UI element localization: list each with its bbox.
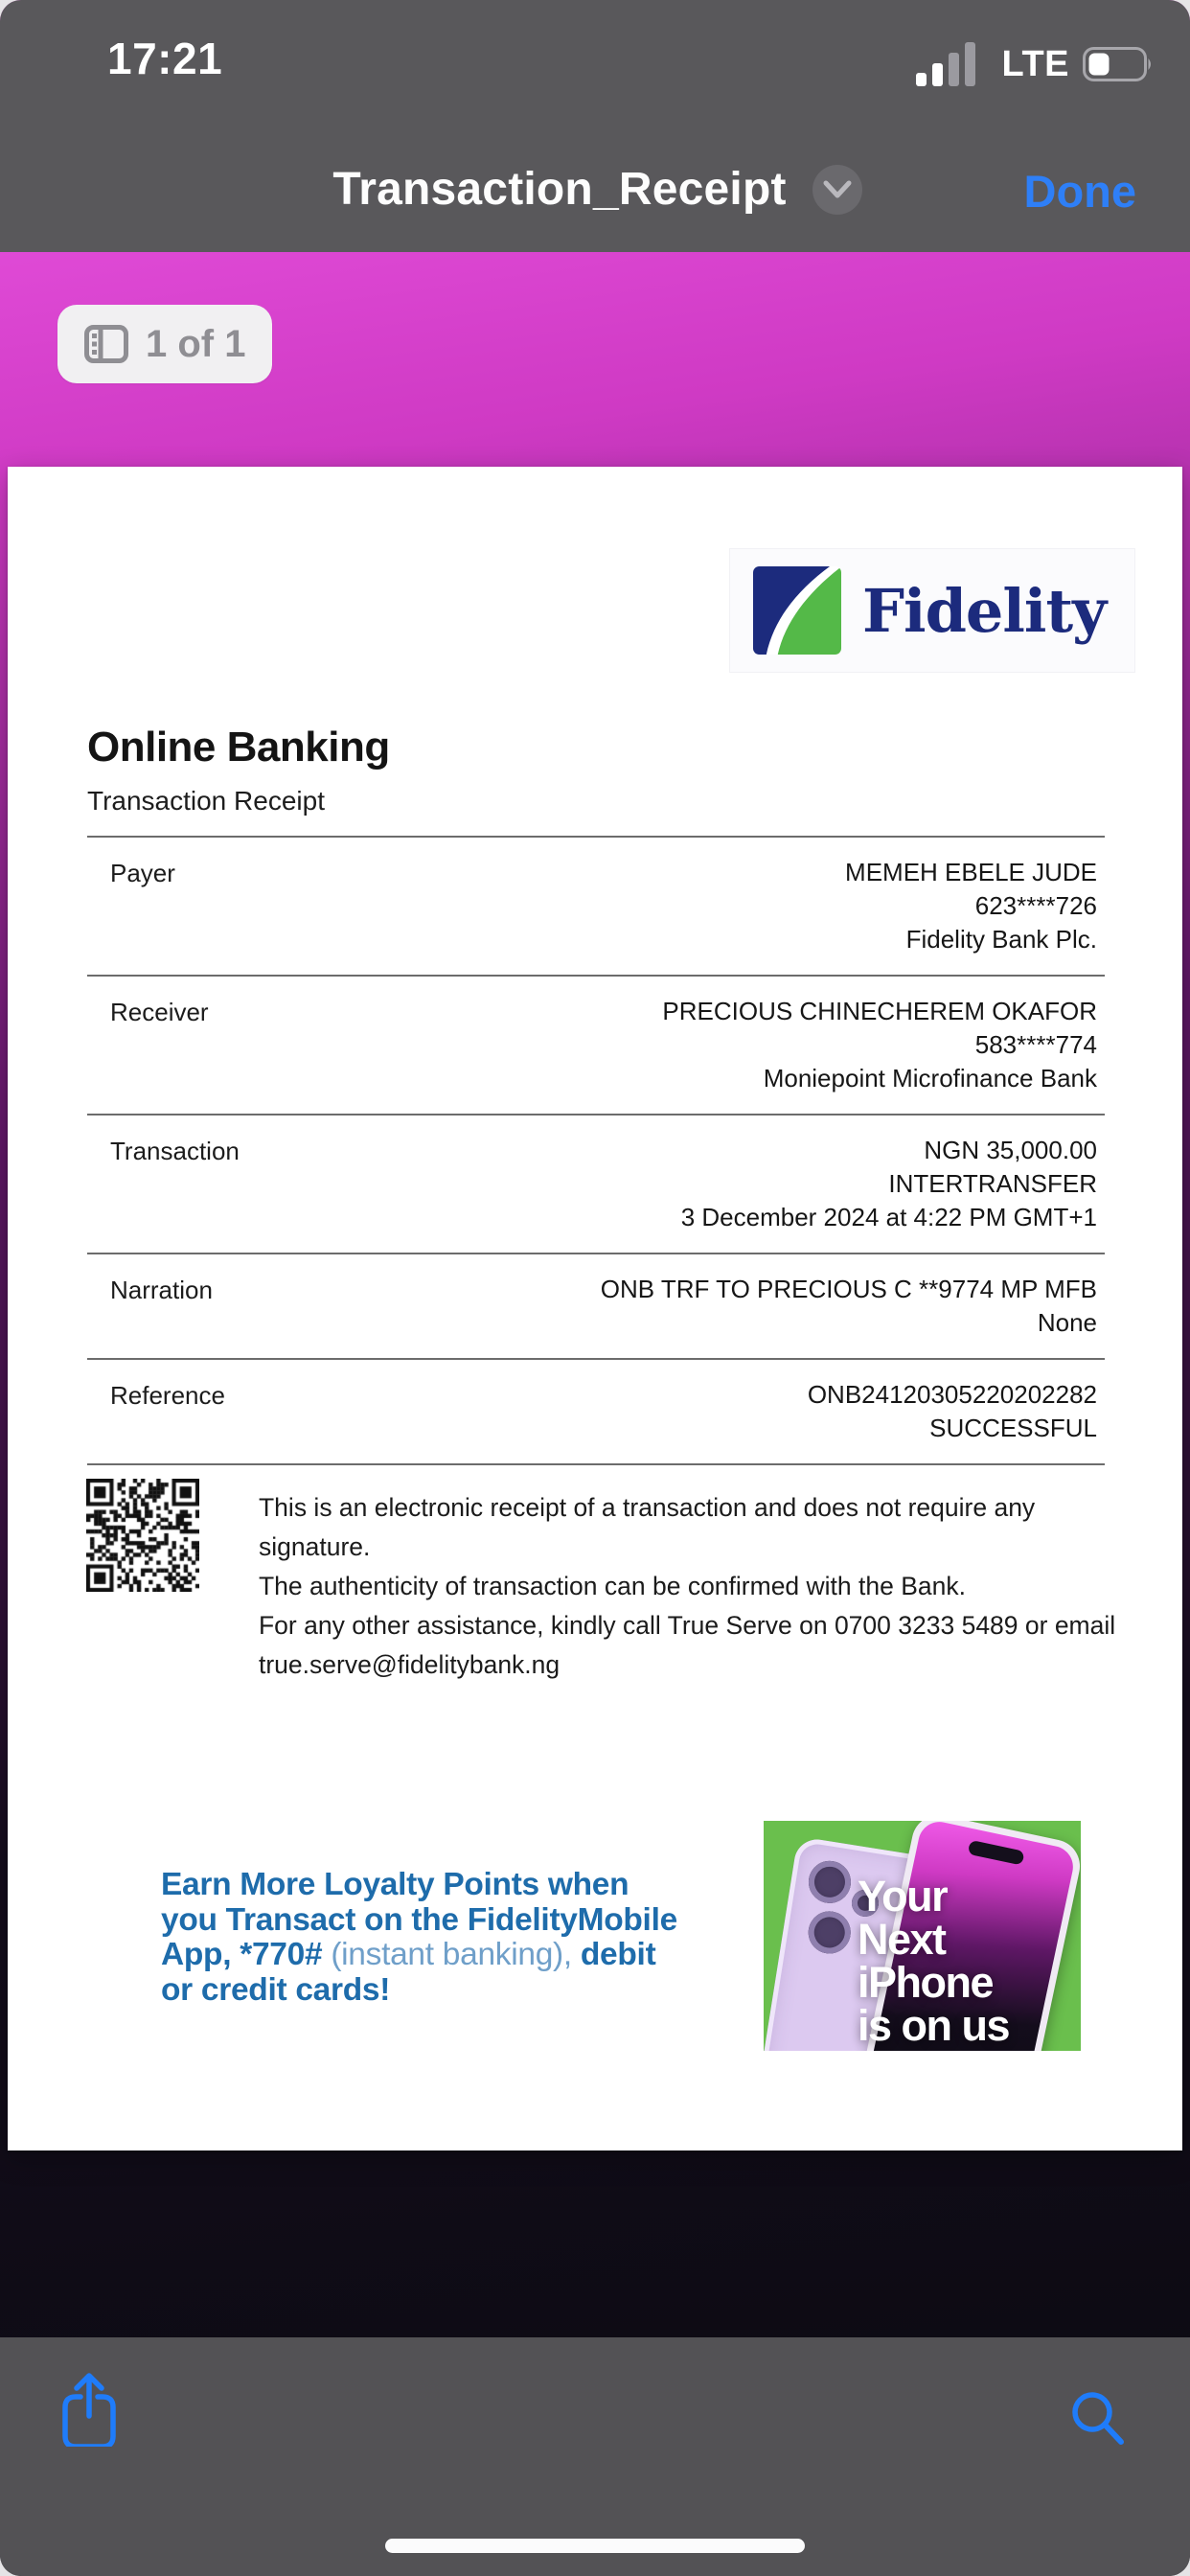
- table-row-narration: [87, 1253, 1105, 1358]
- disclaimer-line: The authenticity of transaction can be confirmed with the Bank.: [259, 1572, 966, 1600]
- row-value: ONB TRF TO PRECIOUS C **9774 MP MFB: [600, 1275, 1097, 1303]
- navigation-bar: [0, 0, 1190, 252]
- row-value: 3 December 2024 at 4:22 PM GMT+1: [680, 1203, 1097, 1231]
- qr-code: [86, 1479, 199, 1592]
- disclaimer-text: [259, 1488, 1121, 1685]
- status-icons: [916, 42, 1154, 86]
- row-value: SUCCESSFUL: [929, 1414, 1097, 1442]
- page-counter-pill[interactable]: [57, 305, 272, 383]
- status-time: 17:21: [107, 34, 223, 83]
- page-title: Online Banking: [87, 724, 390, 770]
- sidebar-pages-icon: [84, 325, 128, 363]
- table-row-transaction: [87, 1114, 1105, 1253]
- disclaimer-line: For any other assistance, kindly call True Serve on 0700 3233 5489 or email: [259, 1611, 1116, 1640]
- receipt-page: [8, 467, 1182, 2150]
- receipt-table: [87, 836, 1105, 1465]
- row-value: None: [1037, 1308, 1097, 1337]
- row-value: 583****774: [974, 1030, 1097, 1059]
- fidelity-wordmark: Fidelity: [862, 575, 1107, 646]
- table-row-reference: [87, 1358, 1105, 1463]
- title-menu-button[interactable]: [812, 165, 862, 215]
- row-label: Receiver: [110, 998, 209, 1026]
- row-value: 623****726: [974, 891, 1097, 920]
- cellular-signal-icon: [916, 42, 989, 86]
- iphone-promo-image: [764, 1821, 1081, 2051]
- row-label: Narration: [110, 1276, 213, 1304]
- loyalty-ad-text: Earn More Loyalty Points when you Transact on the FidelityMobile App, *770# (instant banking), debit or credit cards!: [161, 1867, 677, 2008]
- network-type-label: LTE: [1001, 43, 1069, 84]
- share-icon: [59, 2372, 119, 2447]
- row-value: Moniepoint Microfinance Bank: [763, 1064, 1097, 1092]
- row-value: Fidelity Bank Plc.: [905, 925, 1097, 954]
- page-counter-label: 1 of 1: [146, 322, 246, 365]
- row-label: Reference: [110, 1381, 225, 1410]
- table-row-receiver: [87, 975, 1105, 1114]
- row-label: Payer: [110, 859, 175, 887]
- chevron-down-icon: [823, 180, 852, 199]
- row-value: MEMEH EBELE JUDE: [845, 858, 1097, 886]
- home-indicator[interactable]: [385, 2539, 805, 2553]
- row-value: INTERTRANSFER: [888, 1169, 1097, 1198]
- search-icon: [1067, 2387, 1127, 2447]
- document-title: Transaction_Receipt: [332, 164, 787, 215]
- disclaimer-line: true.serve@fidelitybank.ng: [259, 1650, 561, 1679]
- battery-icon: [1083, 47, 1154, 81]
- page-subtitle: Transaction Receipt: [87, 786, 325, 816]
- share-button[interactable]: [59, 2372, 119, 2450]
- row-value: NGN 35,000.00: [924, 1136, 1097, 1164]
- row-label: Transaction: [110, 1137, 240, 1165]
- fidelity-logo: [729, 548, 1135, 673]
- row-value: PRECIOUS CHINECHEREM OKAFOR: [662, 997, 1097, 1025]
- table-row-payer: [87, 836, 1105, 975]
- fidelity-logo-mark-icon: [753, 566, 841, 655]
- search-button[interactable]: [1067, 2387, 1127, 2450]
- disclaimer-line: This is an electronic receipt of a transaction and does not require any signature.: [259, 1493, 1036, 1561]
- promo-caption: Your Next iPhone is on us: [858, 1872, 1010, 2050]
- done-button[interactable]: Done: [1023, 166, 1136, 217]
- row-value: ONB24120305220202282: [807, 1380, 1097, 1409]
